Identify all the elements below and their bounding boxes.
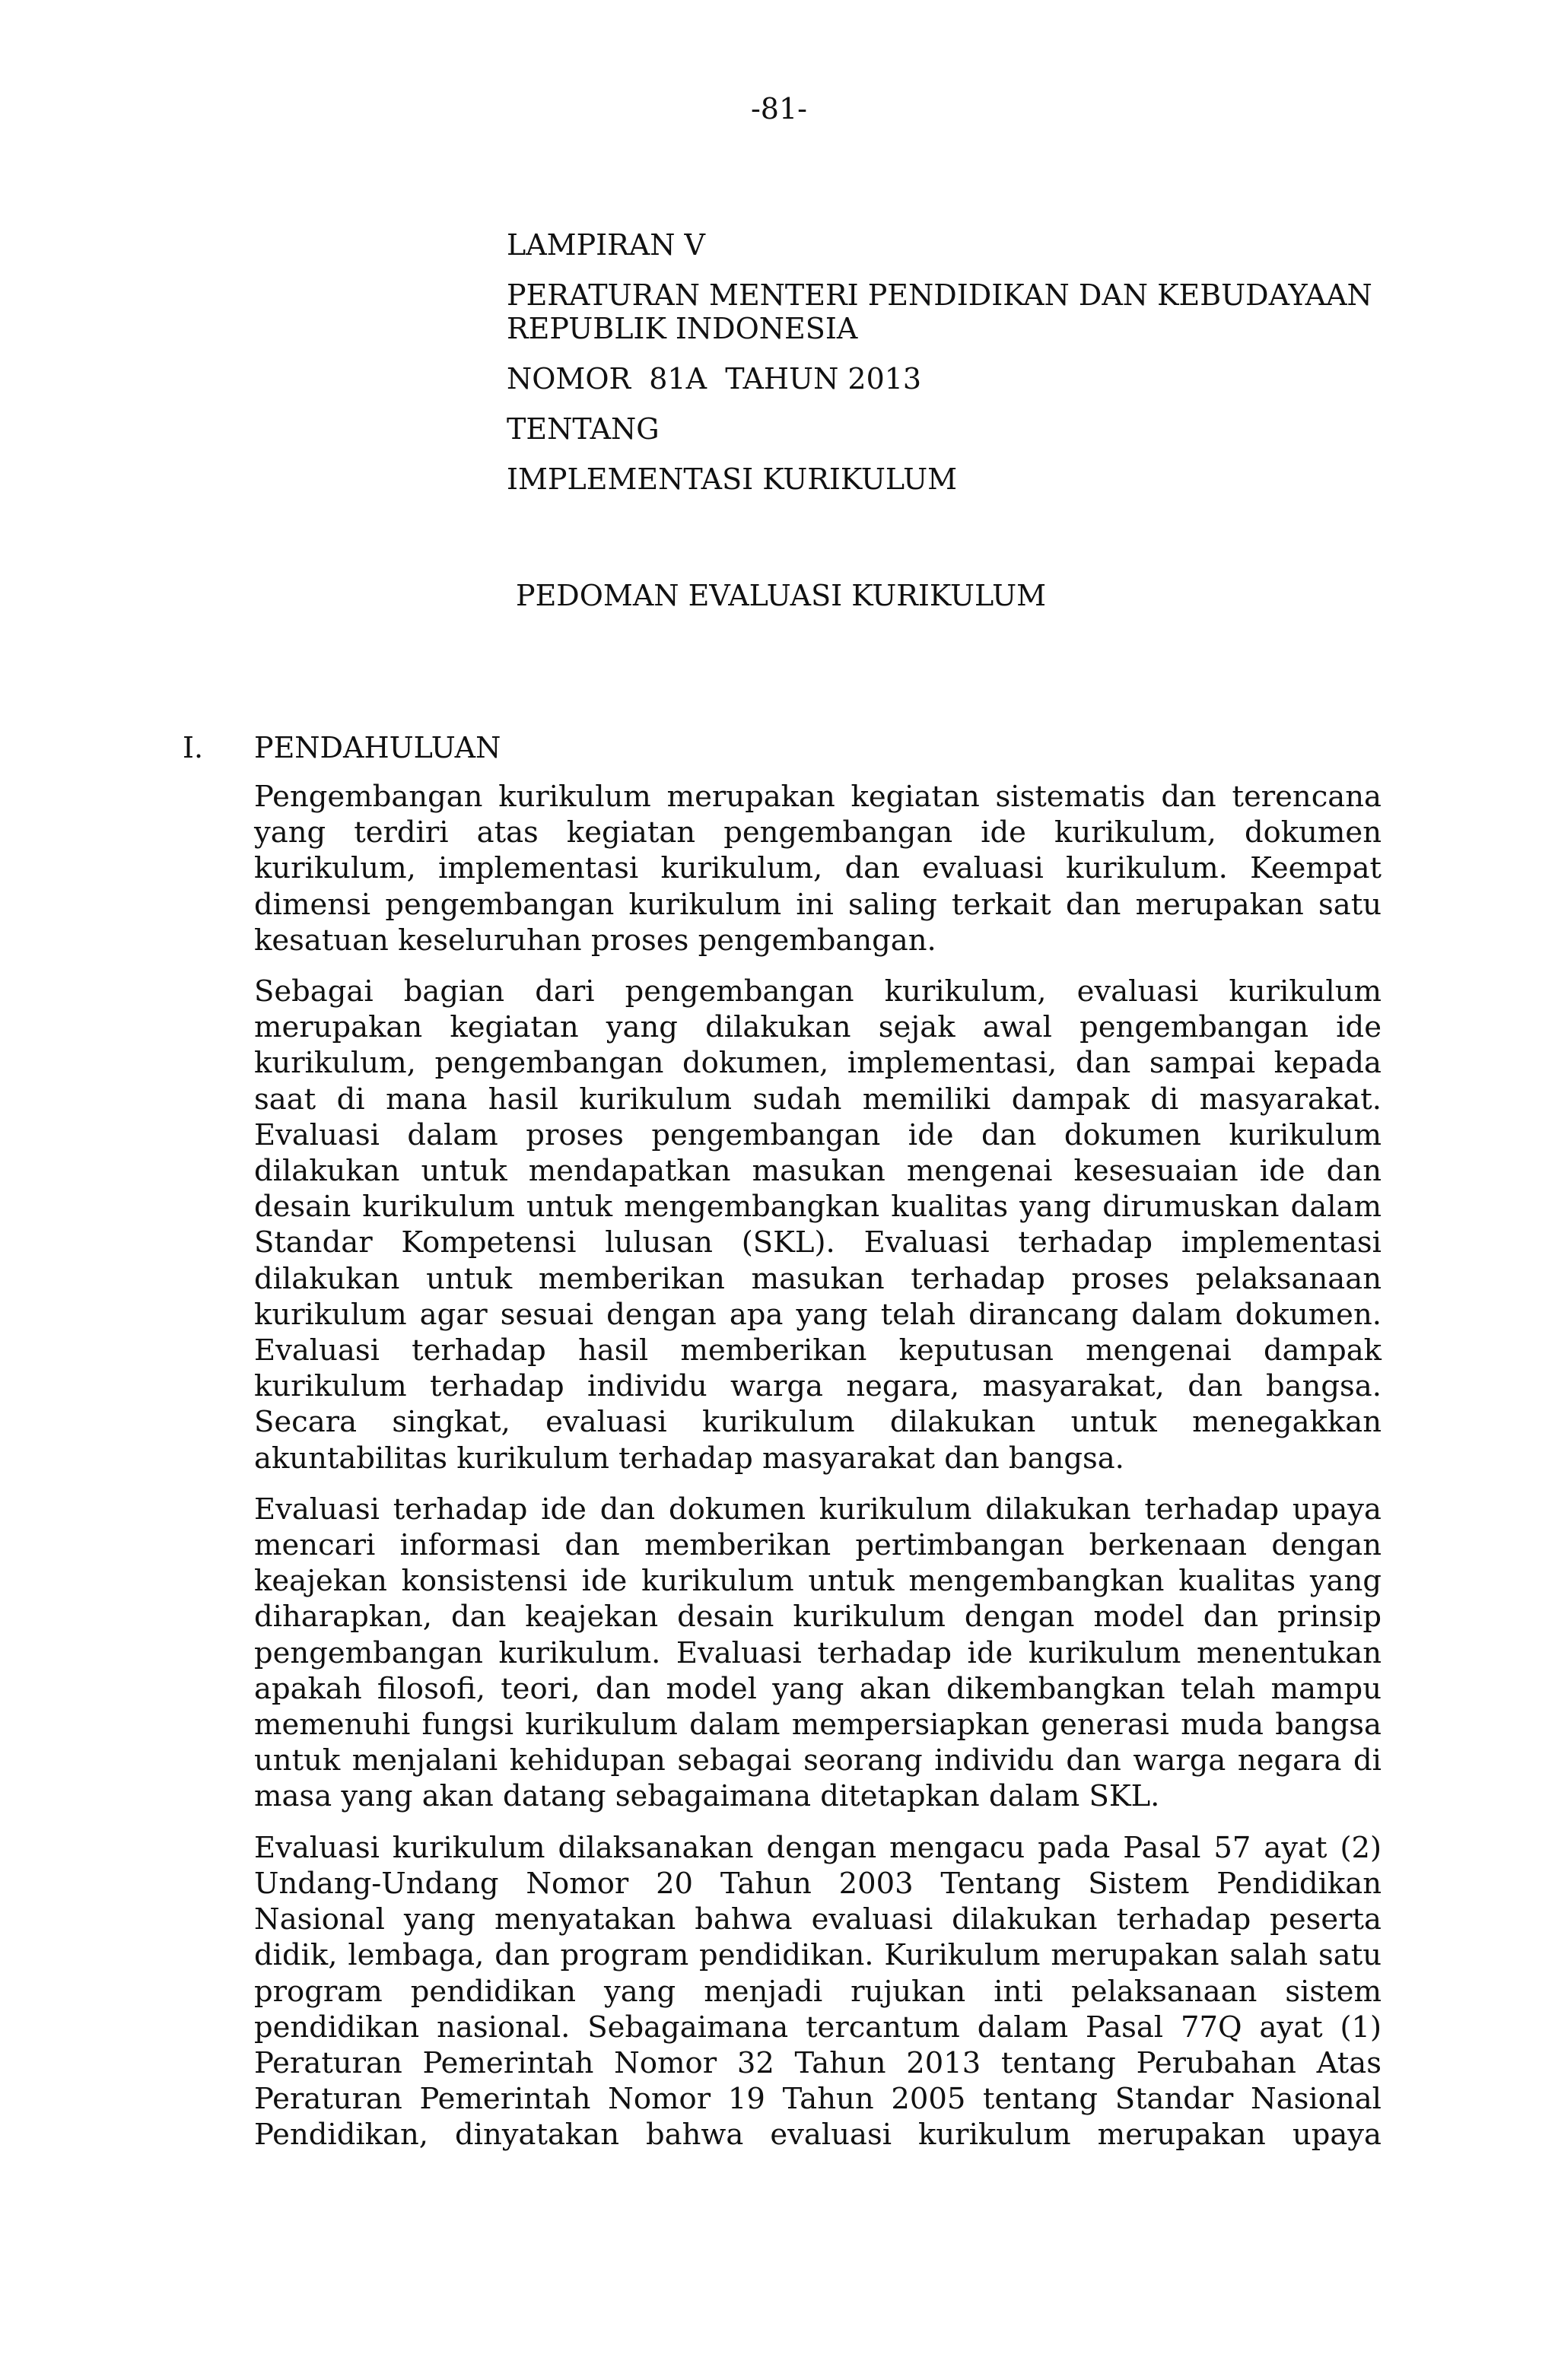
regulation-about-label: TENTANG: [507, 412, 660, 446]
body-paragraph: Evaluasi kurikulum dilaksanakan dengan mengacu pada Pasal 57 ayat (2) Undang-Undang Nomor 20 Tahun 2003 Tentang Sistem Pendidikan Nasional yang menyatakan bahwa evaluasi dilakukan terhadap peserta didik, lembaga, dan program pendidikan. Kurikulum merupakan salah satu program pendidikan yang menjadi rujukan inti pelaksanaan sistem pendidikan nasional. Sebagaimana tercantum dalam Pasal 77Q ayat (1) Peraturan Pemerintah Nomor 32 Tahun 2013 tentang Perubahan Atas Peraturan Pemerintah Nomor 19 Tahun 2005 tentang Standar Nasional Pendidikan, dinyatakan bahwa evaluasi kurikulum merupakan upaya: [254, 1830, 1382, 2153]
section-number: I.: [183, 731, 204, 764]
regulation-title-line: REPUBLIK INDONESIA: [507, 312, 858, 345]
document-title: PEDOMAN EVALUASI KURIKULUM: [516, 579, 1047, 612]
body-paragraph: Evaluasi terhadap ide dan dokumen kurikulum dilakukan terhadap upaya mencari informasi dan memberikan pertimbangan berkenaan dengan keajekan konsistensi ide kurikulum untuk mengembangkan kualitas yang diharapkan, dan keajekan desain kurikulum dengan model dan prinsip pengembangan kurikulum. Evaluasi terhadap ide kurikulum menentukan apakah filosofi, teori, dan model yang akan dikembangkan telah mampu memenuhi fungsi kurikulum dalam mempersiapkan generasi muda bangsa untuk menjalani kehidupan sebagai seorang individu dan warga negara di masa yang akan datang sebagaimana ditetapkan dalam SKL.: [254, 1492, 1382, 1814]
regulation-title: [507, 278, 1389, 345]
section-title: PENDAHULUAN: [254, 731, 501, 764]
regulation-number: NOMOR 81A TAHUN 2013: [507, 362, 922, 396]
body-paragraph: Pengembangan kurikulum merupakan kegiatan sistematis dan terencana yang terdiri atas kegiatan pengembangan ide kurikulum, dokumen kurikulum, implementasi kurikulum, dan evaluasi kurikulum. Keempat dimensi pengembangan kurikulum ini saling terkait dan merupakan satu kesatuan keseluruhan proses pengembangan.: [254, 780, 1382, 958]
appendix-label: LAMPIRAN V: [507, 228, 705, 262]
page-number: -81-: [750, 92, 808, 126]
appendix-header: [507, 228, 1389, 513]
section-body: [254, 779, 1382, 2169]
regulation-topic: IMPLEMENTASI KURIKULUM: [507, 462, 958, 496]
body-paragraph: Sebagai bagian dari pengembangan kurikulum, evaluasi kurikulum merupakan kegiatan yang dilakukan sejak awal pengembangan ide kurikulum, pengembangan dokumen, implementasi, dan sampai kepada saat di mana hasil kurikulum sudah memiliki dampak di masyarakat. Evaluasi dalam proses pengembangan ide dan dokumen kurikulum dilakukan untuk mendapatkan masukan mengenai kesesuaian ide dan desain kurikulum untuk mengembangkan kualitas yang dirumuskan dalam Standar Kompetensi lulusan (SKL). Evaluasi terhadap implementasi dilakukan untuk memberikan masukan terhadap proses pelaksanaan kurikulum agar sesuai dengan apa yang telah dirancang dalam dokumen. Evaluasi terhadap hasil memberikan keputusan mengenai dampak kurikulum terhadap individu warga negara, masyarakat, dan bangsa. Secara singkat, evaluasi kurikulum dilakukan untuk menegakkan akuntabilitas kurikulum terhadap masyarakat dan bangsa.: [254, 974, 1382, 1476]
regulation-title-line: PERATURAN MENTERI PENDIDIKAN DAN KEBUDAYAAN: [507, 278, 1372, 312]
section-heading: [183, 729, 501, 767]
